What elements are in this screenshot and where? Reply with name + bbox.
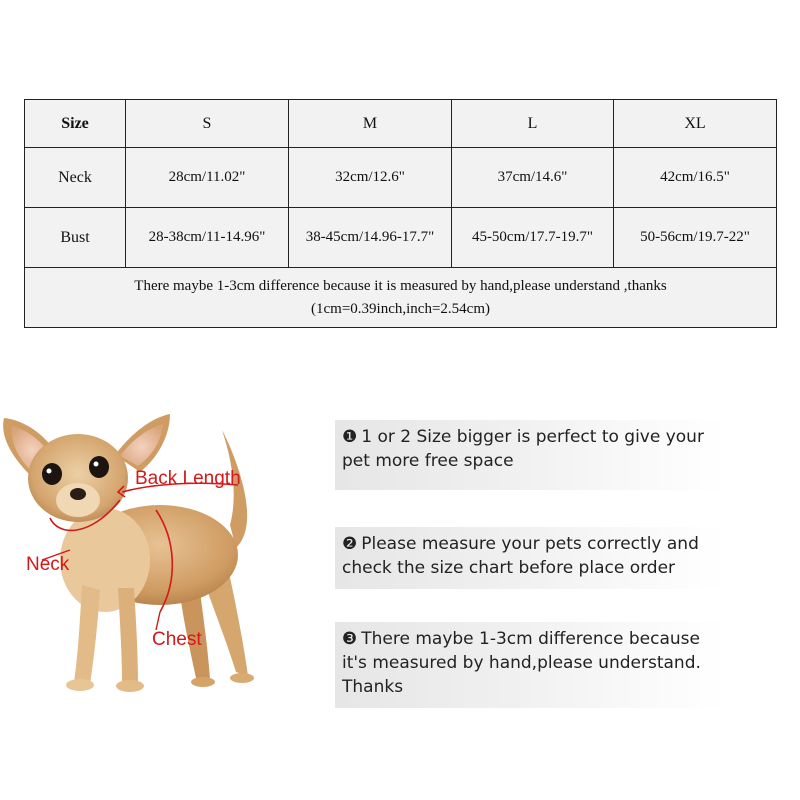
number-three-icon: ❸ [342,629,358,649]
table-cell: 28cm/11.02" [126,148,289,208]
table-row-neck [25,148,777,208]
back-length-label: Back Length [135,468,241,489]
table-note-row [25,268,777,328]
right-eye-shape [89,456,109,478]
neck-label: Neck [26,554,70,575]
tip-text: Please measure your pets correctly and [361,534,699,554]
tip-line [342,425,727,449]
measurement-note [25,268,777,328]
tip-size-bigger [335,420,727,490]
table-cell: 45-50cm/17.7-19.7" [452,208,614,268]
row-label-neck: Neck [25,148,126,208]
tip-text: There maybe 1-3cm difference because [361,629,700,649]
size-l-header: L [452,100,614,148]
table-cell: 38-45cm/14.96-17.7" [289,208,452,268]
tip-measure-correctly [335,527,727,589]
conversion-note: (1cm=0.39inch,inch=2.54cm) [311,300,490,317]
tip-text: pet more free space [342,451,514,471]
tip-measure-difference [335,622,727,708]
left-eye-shape [42,463,62,485]
table-cell: 42cm/16.5" [614,148,777,208]
table-cell: 32cm/12.6" [289,148,452,208]
nose-shape [70,488,86,500]
table-cell: 50-56cm/19.7-22" [614,208,777,268]
size-xl-header: XL [614,100,777,148]
row-label-bust: Bust [25,208,126,268]
size-s-header: S [126,100,289,148]
number-two-icon: ❷ [342,534,358,554]
size-chart-table [24,99,777,328]
tip-text: 1 or 2 Size bigger is perfect to give your [361,427,704,447]
number-one-icon: ❶ [342,427,358,447]
dog-measurement-diagram [0,400,290,700]
table-header-row [25,100,777,148]
tip-line [342,532,727,556]
chest-label: Chest [152,629,202,650]
table-row-bust [25,208,777,268]
dog-illustration [0,400,290,700]
tip-text: Thanks [342,677,404,697]
tip-text: check the size chart before place order [342,558,676,578]
size-m-header: M [289,100,452,148]
note-line: There maybe 1-3cm difference because it is measured by hand,please understand ,thanks [134,277,667,294]
tip-line [342,627,727,651]
table-cell: 28-38cm/11-14.96" [126,208,289,268]
table-cell: 37cm/14.6" [452,148,614,208]
size-header-cell: Size [25,100,126,148]
tip-text: it's measured by hand,please understand. [342,653,701,673]
